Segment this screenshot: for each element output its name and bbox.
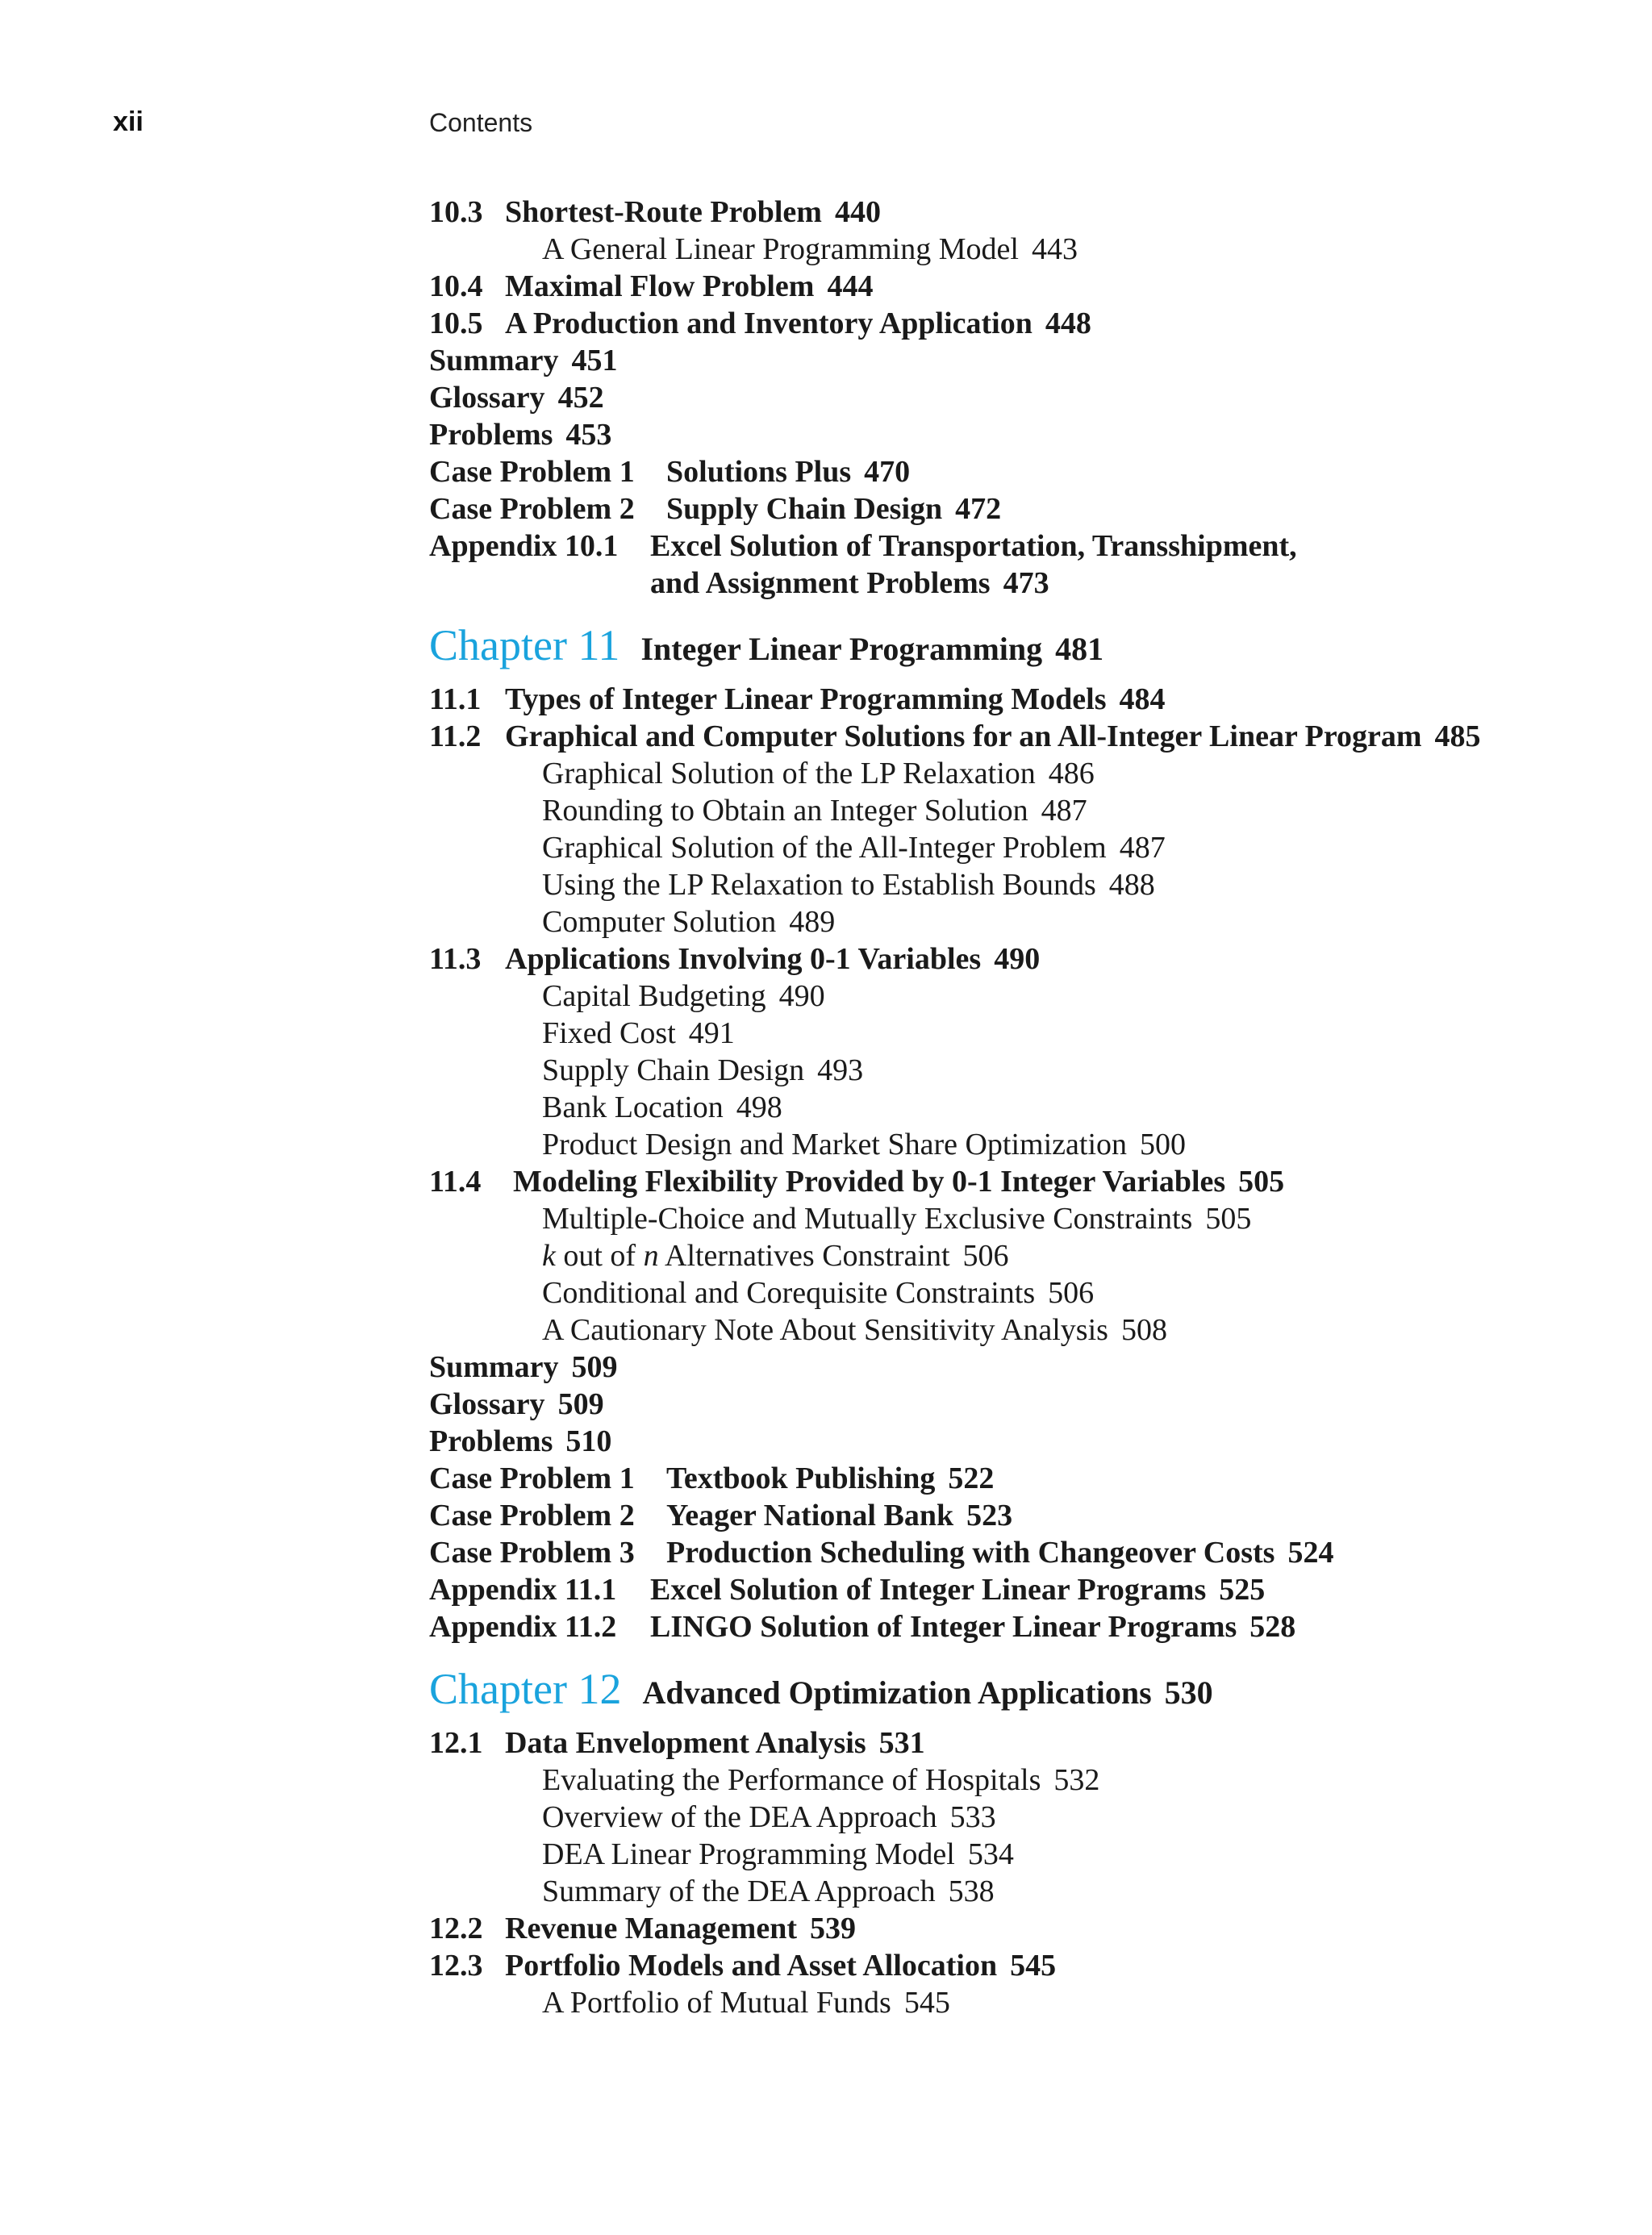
case-title: Textbook Publishing	[666, 1462, 936, 1495]
subsection-title: Supply Chain Design	[542, 1053, 805, 1087]
toc-case-problem-entry[interactable]	[429, 1460, 1623, 1497]
section-title: Applications Involving 0-1 Variables	[505, 942, 982, 976]
toc-subsection-entry[interactable]	[429, 978, 1623, 1015]
section-number: 11.3	[429, 942, 482, 976]
toc-subsection-entry[interactable]	[429, 792, 1623, 829]
toc-entry[interactable]	[429, 379, 1623, 416]
page-ref: 487	[1041, 794, 1087, 828]
page-ref: 448	[1045, 306, 1091, 340]
toc-section-entry[interactable]	[429, 194, 1623, 231]
section-number: 12.2	[429, 1912, 483, 1945]
toc-subsection-entry[interactable]	[429, 1237, 1623, 1274]
page-ref: 472	[955, 492, 1002, 526]
section-title: Shortest-Route Problem	[505, 195, 822, 229]
chapter-title: Integer Linear Programming	[640, 631, 1043, 667]
page-ref: 486	[1048, 757, 1095, 790]
toc-subsection-entry[interactable]	[429, 755, 1623, 792]
chapter-12-heading[interactable]	[429, 1660, 1623, 1718]
toc-case-problem-entry[interactable]	[429, 453, 1623, 490]
toc-entry[interactable]	[429, 1423, 1623, 1460]
chapter-label: Chapter 11	[429, 621, 620, 669]
page-ref: 443	[1031, 232, 1078, 266]
page-ref: 510	[565, 1424, 612, 1458]
subsection-title: Computer Solution	[542, 905, 777, 939]
page-ref: 500	[1140, 1128, 1187, 1161]
toc-subsection-entry[interactable]	[429, 231, 1623, 268]
toc-subsection-entry[interactable]	[429, 1126, 1623, 1163]
entry-title: Glossary	[429, 1387, 545, 1421]
toc-section-entry[interactable]	[429, 268, 1623, 305]
toc-entry[interactable]	[429, 1386, 1623, 1423]
appendix-title-cont: and Assignment Problems	[650, 566, 991, 600]
section-title: Data Envelopment Analysis	[505, 1726, 866, 1760]
toc-appendix-entry[interactable]	[429, 1608, 1623, 1645]
section-title: Portfolio Models and Asset Allocation	[505, 1949, 998, 1983]
page-ref: 531	[878, 1726, 925, 1760]
toc-entries	[429, 681, 1623, 1237]
section-number: 12.3	[429, 1949, 483, 1983]
toc-subsection-entry[interactable]	[429, 829, 1623, 866]
page-ref: 539	[809, 1912, 856, 1945]
entry-title: Summary	[429, 344, 559, 377]
section-number: 12.1	[429, 1726, 483, 1760]
toc-section-entry[interactable]	[429, 1163, 1623, 1200]
page-ref: 533	[949, 1800, 996, 1834]
subsection-title: A General Linear Programming Model	[542, 232, 1019, 266]
case-label: Case Problem 3	[429, 1536, 635, 1570]
page-ref: 509	[557, 1387, 604, 1421]
page-ref: 484	[1119, 682, 1166, 716]
page-ref: 525	[1219, 1573, 1266, 1607]
chapter-label: Chapter 12	[429, 1665, 622, 1713]
toc-subsection-entry[interactable]	[429, 1274, 1623, 1311]
appendix-title: Excel Solution of Transportation, Transshipment,	[650, 529, 1297, 563]
section-title: Graphical and Computer Solutions for an All-Integer Linear Program	[505, 719, 1422, 753]
toc-block-chapter-10	[429, 194, 1623, 2021]
case-title: Solutions Plus	[666, 455, 852, 489]
page-ref: 522	[948, 1462, 995, 1495]
toc-entry[interactable]	[429, 342, 1623, 379]
toc-case-problem-entry[interactable]	[429, 1497, 1623, 1534]
page-ref: 473	[1003, 566, 1049, 600]
entry-title: Summary	[429, 1350, 559, 1384]
page-ref: 506	[962, 1239, 1009, 1273]
case-title: Production Scheduling with Changeover Costs	[666, 1536, 1275, 1570]
page-ref: 440	[834, 195, 881, 229]
toc-section-entry[interactable]	[429, 1947, 1623, 1984]
page-ref: 534	[967, 1837, 1014, 1871]
text: Alternatives Constraint	[658, 1239, 950, 1273]
section-title: Types of Integer Linear Programming Models	[505, 682, 1107, 716]
page-ref: 498	[736, 1090, 782, 1124]
toc-entries	[429, 1274, 1623, 1645]
page-ref: 451	[571, 344, 618, 377]
toc-subsection-entry[interactable]	[429, 1015, 1623, 1052]
entry-title: Problems	[429, 418, 553, 452]
toc-subsection-entry[interactable]	[429, 1799, 1623, 1836]
toc-section-entry[interactable]	[429, 305, 1623, 342]
subsection-title: Graphical Solution of the All-Integer Problem	[542, 831, 1107, 865]
toc-subsection-entry[interactable]	[429, 1762, 1623, 1799]
entry-title: Glossary	[429, 381, 545, 415]
page-ref: 493	[817, 1053, 864, 1087]
subsection-title: A Cautionary Note About Sensitivity Analysis	[542, 1313, 1108, 1347]
page-number: xii	[113, 106, 144, 137]
case-title: Supply Chain Design	[666, 492, 943, 526]
entry-title: Problems	[429, 1424, 553, 1458]
page-ref: 444	[827, 269, 874, 303]
section-title: Modeling Flexibility Provided by 0-1 Integer Variables	[513, 1165, 1226, 1199]
page-ref: 545	[1010, 1949, 1057, 1983]
page-ref: 545	[903, 1986, 950, 2020]
appendix-label: Appendix 11.1	[429, 1573, 617, 1607]
section-number: 10.3	[429, 195, 483, 229]
page-ref: 487	[1119, 831, 1166, 865]
subsection-title: Conditional and Corequisite Constraints	[542, 1276, 1036, 1310]
toc-section-entry[interactable]	[429, 940, 1623, 978]
case-label: Case Problem 2	[429, 1499, 635, 1532]
subsection-title: Product Design and Market Share Optimization	[542, 1128, 1128, 1161]
page-ref: 528	[1249, 1610, 1296, 1644]
toc-section-entry[interactable]	[429, 1724, 1623, 1762]
var-n: n	[643, 1239, 659, 1273]
subsection-title: Fixed Cost	[542, 1016, 676, 1050]
page-ref: 532	[1053, 1763, 1100, 1797]
toc-subsection-entry[interactable]	[429, 1200, 1623, 1237]
subsection-title: Summary of the DEA Approach	[542, 1874, 936, 1908]
toc-appendix-entry[interactable]	[429, 527, 1623, 565]
toc-section-entry[interactable]	[429, 681, 1623, 718]
section-number: 11.4	[429, 1165, 482, 1199]
page-ref: 508	[1120, 1313, 1167, 1347]
running-head: Contents	[429, 108, 533, 137]
page-ref: 509	[571, 1350, 618, 1384]
page-ref: 481	[1055, 631, 1104, 667]
toc-section-entry[interactable]	[429, 718, 1623, 755]
section-number: 10.4	[429, 269, 483, 303]
subsection-title: Capital Budgeting	[542, 979, 766, 1013]
appendix-label: Appendix 11.2	[429, 1610, 617, 1644]
section-title: Revenue Management	[505, 1912, 797, 1945]
page-ref: 470	[864, 455, 911, 489]
appendix-title: Excel Solution of Integer Linear Programs	[650, 1573, 1207, 1607]
var-k: k	[542, 1239, 556, 1273]
appendix-title: LINGO Solution of Integer Linear Programs	[650, 1610, 1237, 1644]
page-ref: 523	[966, 1499, 1013, 1532]
page-ref: 505	[1238, 1165, 1285, 1199]
section-title: Maximal Flow Problem	[505, 269, 815, 303]
toc-subsection-entry[interactable]	[429, 1089, 1623, 1126]
page-ref: 490	[778, 979, 825, 1013]
subsection-title: Multiple-Choice and Mutually Exclusive Constraints	[542, 1202, 1193, 1236]
chapter-11-heading[interactable]	[429, 616, 1623, 674]
subsection-title: Graphical Solution of the LP Relaxation	[542, 757, 1036, 790]
page-ref: 530	[1164, 1674, 1213, 1711]
page-ref: 488	[1108, 868, 1155, 902]
section-number: 11.2	[429, 719, 482, 753]
case-label: Case Problem 1	[429, 1462, 635, 1495]
page-ref: 452	[557, 381, 604, 415]
case-label: Case Problem 1	[429, 455, 635, 489]
toc-subsection-entry[interactable]	[429, 1836, 1623, 1873]
toc-entries	[429, 194, 1623, 527]
case-title: Yeager National Bank	[666, 1499, 954, 1532]
toc-subsection-entry[interactable]	[429, 903, 1623, 940]
toc-case-problem-entry[interactable]	[429, 490, 1623, 527]
section-number: 10.5	[429, 306, 483, 340]
subsection-title: Using the LP Relaxation to Establish Bounds	[542, 868, 1096, 902]
chapter-title: Advanced Optimization Applications	[642, 1674, 1152, 1711]
page-ref: 538	[948, 1874, 995, 1908]
page-ref: 453	[565, 418, 612, 452]
page-ref: 485	[1434, 719, 1481, 753]
toc-entry[interactable]	[429, 416, 1623, 453]
toc-subsection-entry[interactable]	[429, 866, 1623, 903]
text: out of	[555, 1239, 644, 1273]
toc-entries	[429, 1724, 1623, 2021]
subsection-title: DEA Linear Programming Model	[542, 1837, 955, 1871]
page-ref: 524	[1287, 1536, 1334, 1570]
toc-subsection-entry[interactable]	[429, 1984, 1623, 2021]
toc-subsection-entry[interactable]	[429, 1052, 1623, 1089]
subsection-title: Bank Location	[542, 1090, 724, 1124]
toc-appendix-entry-continued[interactable]	[429, 565, 1623, 602]
toc-entry[interactable]	[429, 1349, 1623, 1386]
section-number: 11.1	[429, 682, 482, 716]
appendix-label: Appendix 10.1	[429, 529, 619, 563]
case-label: Case Problem 2	[429, 492, 635, 526]
section-title: A Production and Inventory Application	[505, 306, 1032, 340]
toc-section-entry[interactable]	[429, 1910, 1623, 1947]
subsection-title: Overview of the DEA Approach	[542, 1800, 937, 1834]
toc-subsection-entry[interactable]	[429, 1311, 1623, 1349]
page-ref: 489	[789, 905, 836, 939]
subsection-title: A Portfolio of Mutual Funds	[542, 1986, 891, 2020]
subsection-title: Rounding to Obtain an Integer Solution	[542, 794, 1028, 828]
page-ref: 505	[1205, 1202, 1252, 1236]
toc-case-problem-entry[interactable]	[429, 1534, 1623, 1571]
page-ref: 506	[1048, 1276, 1095, 1310]
page-ref: 491	[688, 1016, 735, 1050]
subsection-title: Evaluating the Performance of Hospitals	[542, 1763, 1041, 1797]
page-ref: 490	[994, 942, 1041, 976]
toc-subsection-entry[interactable]	[429, 1873, 1623, 1910]
toc-appendix-entry[interactable]	[429, 1571, 1623, 1608]
